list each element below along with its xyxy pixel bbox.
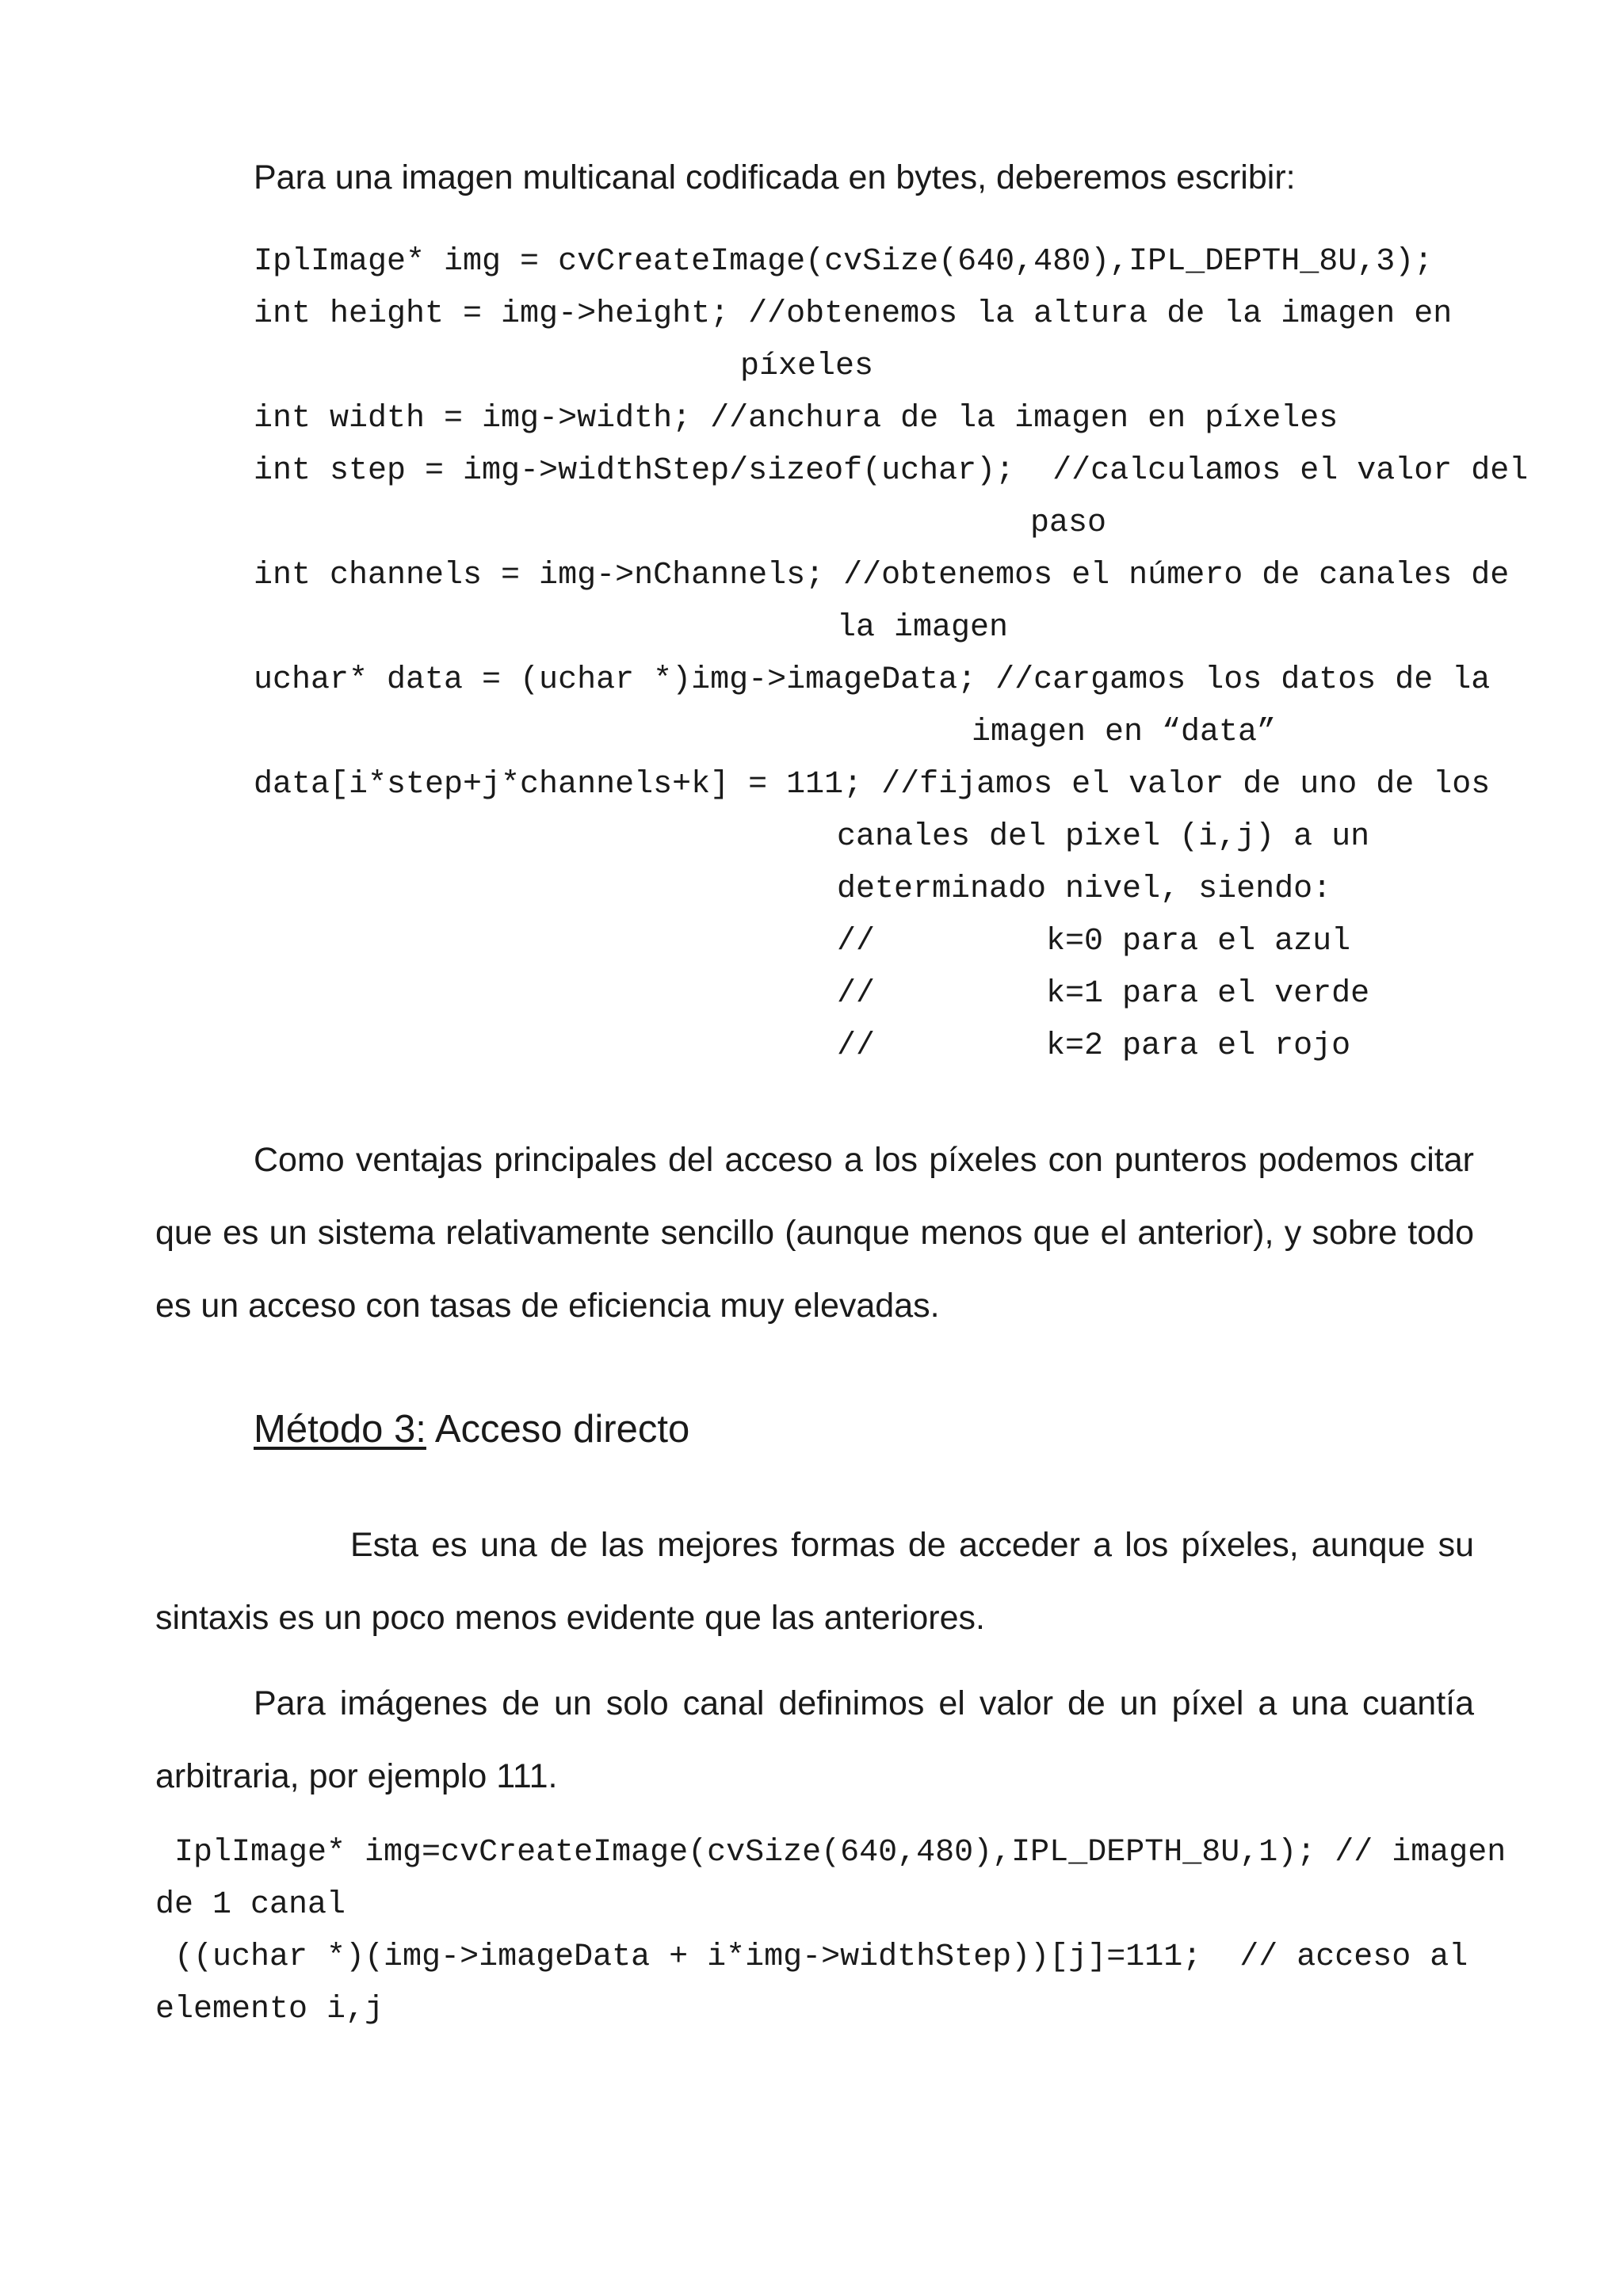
paragraph-ventajas: Como ventajas principales del acceso a los píxeles con punteros podemos citar que es un sistema relativamente sencillo (aunque menos que el anterior), y sobre todo es un acceso con tasas de eficiencia muy elevadas. [155,1141,1474,1325]
code-line: paso [1030,505,1107,541]
code-line: // k=0 para el azul [837,924,1351,959]
code-line: de 1 canal [155,1887,346,1923]
code-line: int step = img->widthStep/sizeof(uchar); //calculamos el valor del [254,453,1529,489]
code-line: // k=1 para el verde [837,976,1370,1012]
code-line: determinado nivel, siendo: [837,871,1332,907]
paragraph-un-canal: Para imágenes de un solo canal definimos el valor de un píxel a una cuantía arbitraria, por ejemplo 111. [155,1684,1474,1795]
heading-label: Método 3: [254,1408,426,1451]
code-line: int width = img->width; //anchura de la imagen en píxeles [254,401,1338,437]
code-line: canales del pixel (i,j) a un [837,819,1370,855]
code-line: IplImage* img = cvCreateImage(cvSize(640,480),IPL_DEPTH_8U,3); [254,244,1434,280]
paragraph-acceso-directo: Esta es una de las mejores formas de acceder a los píxeles, aunque su sintaxis es un poco menos evidente que las anteriores. [155,1526,1474,1637]
code-line: la imagen [837,610,1009,646]
heading-title: Acceso directo [426,1408,690,1451]
code-line: uchar* data = (uchar *)img->imageData; //cargamos los datos de la [254,662,1491,698]
code-line: IplImage* img=cvCreateImage(cvSize(640,480),IPL_DEPTH_8U,1); // imagen [155,1835,1507,1871]
code-line: int channels = img->nChannels; //obtenemos el número de canales de [254,558,1510,593]
code-line: // k=2 para el rojo [837,1028,1351,1064]
code-line: elemento i,j [155,1992,384,2027]
code-line: int height = img->height; //obtenemos la altura de la imagen en [254,296,1453,332]
code-line: ((uchar *)(img->imageData + i*img->widthStep))[j]=111; // acceso al [155,1939,1468,1975]
code-line: píxeles [740,349,874,384]
section-heading [254,1407,689,1451]
code-line: data[i*step+j*channels+k] = 111; //fijamos el valor de uno de los [254,767,1491,803]
intro-text: Para una imagen multicanal codificada en bytes, deberemos escribir: [254,158,1296,196]
code-line: imagen en “data” [972,715,1277,750]
